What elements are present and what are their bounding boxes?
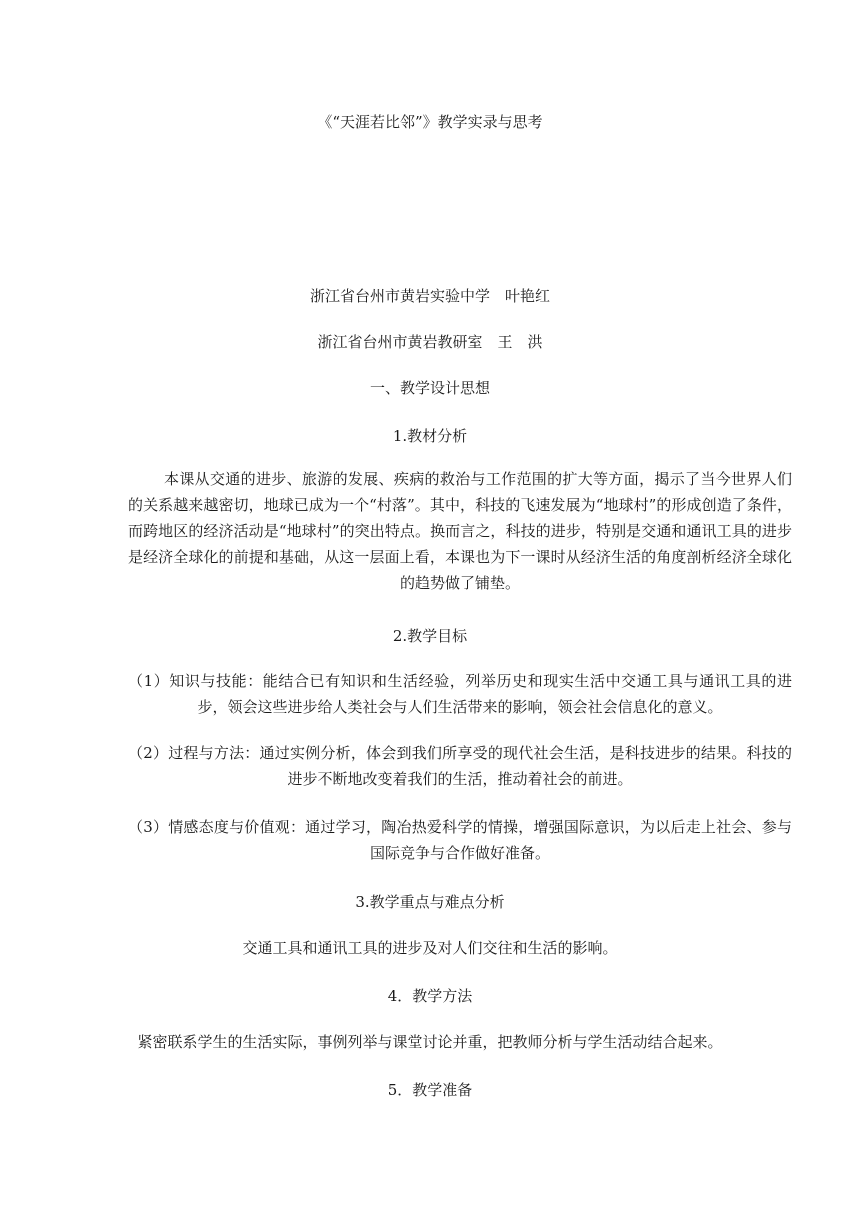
subheading-analysis: 1.教材分析 [392,427,468,445]
key-points-text: 交通工具和通讯工具的进步及对人们交往和生活的影响。 [242,939,618,957]
method-text: 紧密联系学生的生活实际，事例列举与课堂讨论并重，把教师分析与学生活动结合起来。 [137,1033,723,1051]
goal-item-2: （2）过程与方法：通过实例分析，体会到我们所享受的现代社会生活，是科技进步的结果。科技的进步不断地改变着我们的生活，推动着社会的前进。 [128,744,792,788]
author-line-2: 浙江省台州市黄岩教研室 王 洪 [317,333,543,351]
subheading-prep: 5．教学准备 [387,1081,473,1099]
document-title: 《“天涯若比邻”》教学实录与思考 [317,113,543,131]
goal-item-1: （1）知识与技能：能结合已有知识和生活经验，列举历史和现实生活中交通工具与通讯工具的进步，领会这些进步给人类社会与人们生活带来的影响，领会社会信息化的意义。 [128,672,792,716]
author-line-1: 浙江省台州市黄岩实验中学 叶艳红 [309,287,550,305]
subheading-method: 4．教学方法 [387,987,473,1005]
subheading-goals: 2.教学目标 [392,627,468,645]
section-heading: 一、教学设计思想 [369,379,490,397]
goal-item-3: （3）情感态度与价值观：通过学习，陶冶热爱科学的情操，增强国际意识，为以后走上社会、参与国际竞争与合作做好准备。 [128,818,792,862]
subheading-key-points: 3.教学重点与难点分析 [355,893,505,911]
analysis-paragraph: 本课从交通的进步、旅游的发展、疾病的救治与工作范围的扩大等方面，揭示了当今世界人们的关系越来越密切，地球已成为一个“村落”。其中，科技的飞速发展为“地球村”的形成创造了条件，而跨地区的经济活动是“地球村”的突出特点。换而言之，科技的进步，特别是交通和通讯工具的进步是经济全球化的前提和基础，从这一层面上看，本课也为下一课时从经济生活的角度剖析经济全球化的趋势做了铺垫。 [128,470,792,592]
